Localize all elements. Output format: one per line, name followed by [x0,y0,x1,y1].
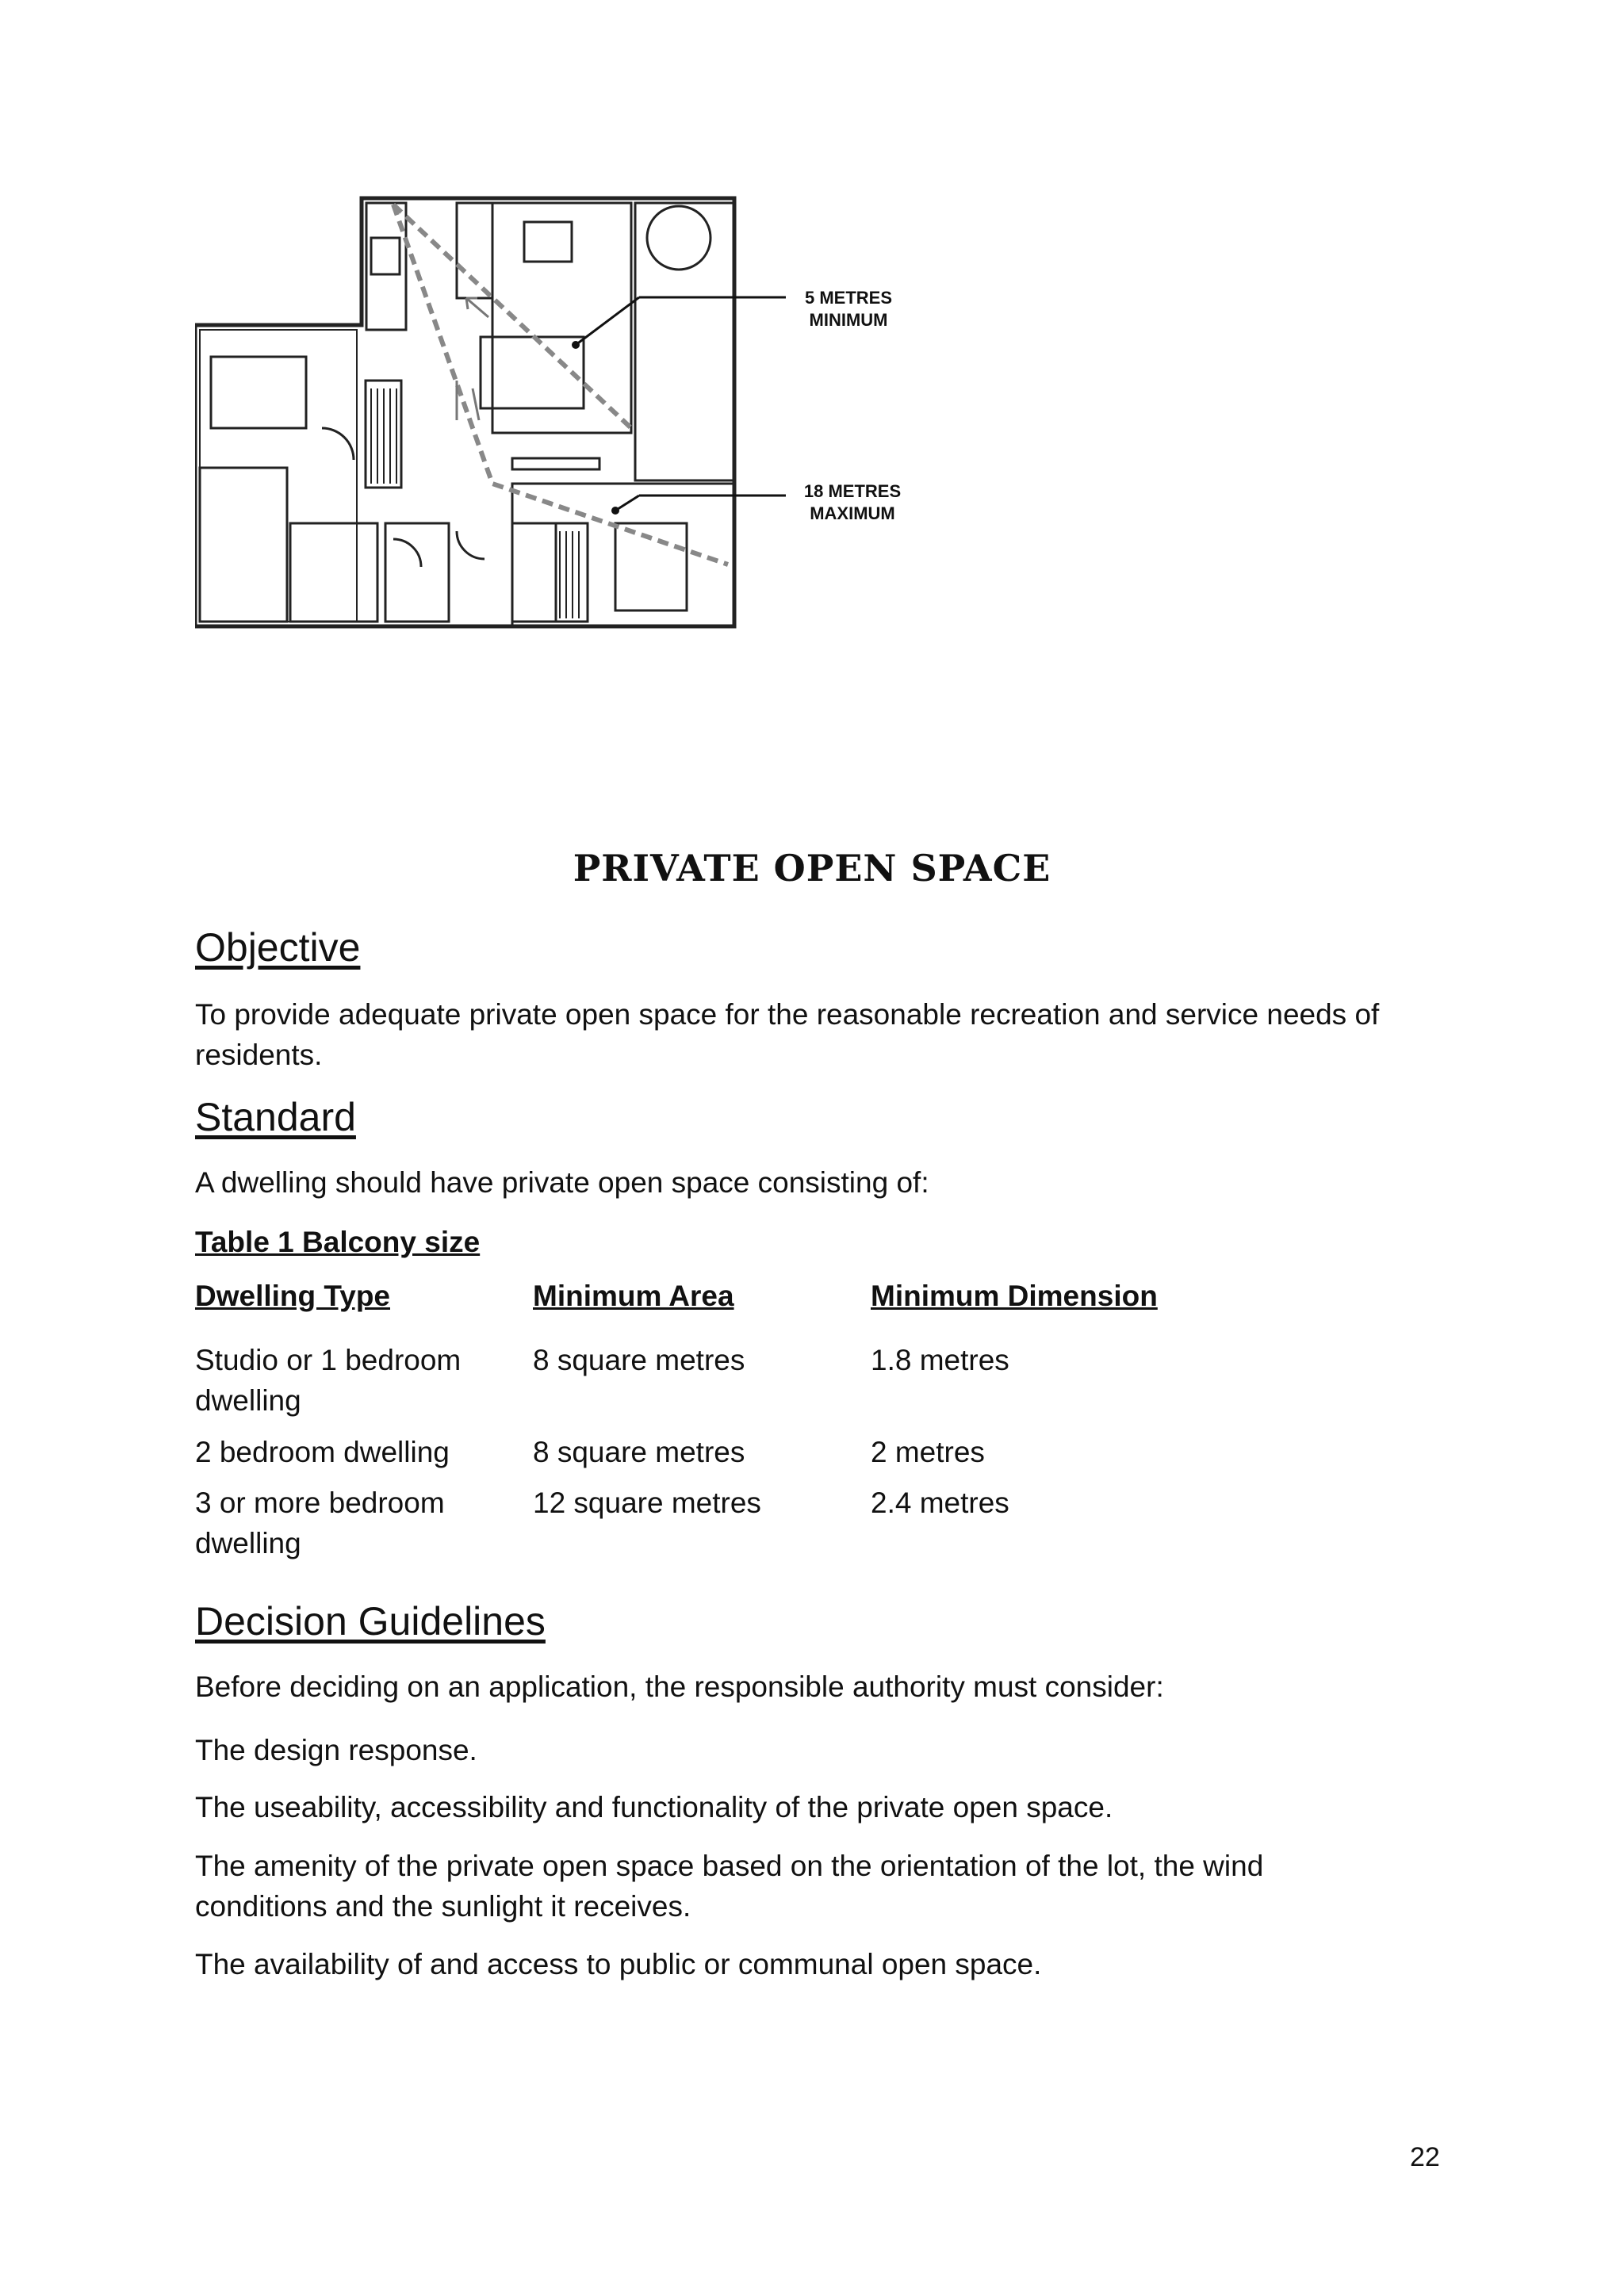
table-header-minimum-dimension: Minimum Dimension [871,1280,1158,1312]
table-header-dwelling-type: Dwelling Type [195,1280,391,1312]
table-cell: Studio or 1 bedroom dwelling [195,1344,462,1417]
section-title: PRIVATE OPEN SPACE [573,847,1051,890]
objective-heading: Objective [195,925,361,970]
guideline-item: Before deciding on an application, the responsible authority must consider: [195,1670,1164,1703]
table-cell: 2 bedroom dwelling [195,1436,450,1468]
table-caption: Table 1 Balcony size [195,1226,481,1258]
guideline-item: The amenity of the private open space based on the orientation of the lot, the wind conditions and the sunlight it receives. [195,1850,1264,1923]
decision-guidelines-heading: Decision Guidelines [195,1599,546,1644]
table-cell: 1.8 metres [871,1344,1009,1376]
table-cell: 8 square metres [533,1344,745,1376]
table-cell: 2 metres [871,1436,985,1468]
callout-line1: 5 METRES [804,288,893,308]
floor-plan-diagram [195,190,909,634]
table-cell: 12 square metres [533,1487,761,1519]
table-cell: 8 square metres [533,1436,745,1468]
guideline-item: The design response. [195,1734,477,1766]
page-number: 22 [1410,2142,1440,2172]
callout-5-metres-minimum [785,287,912,331]
standard-heading: Standard [195,1095,356,1139]
standard-text: A dwelling should have private open space consisting of: [195,1166,929,1199]
guideline-item: The useability, accessibility and functionality of the private open space. [195,1791,1113,1823]
objective-text: To provide adequate private open space for the reasonable recreation and service needs of residents. [195,998,1380,1071]
callout-18-metres-maximum [785,480,920,525]
callout-line1: 18 METRES [803,481,902,501]
table-cell: 3 or more bedroom dwelling [195,1487,445,1559]
guideline-item: The availability of and access to public or communal open space. [195,1948,1042,1980]
callout-line2: MAXIMUM [810,503,895,523]
callout-line2: MINIMUM [809,310,888,330]
table-cell: 2.4 metres [871,1487,1009,1519]
table-header-minimum-area: Minimum Area [533,1280,734,1312]
